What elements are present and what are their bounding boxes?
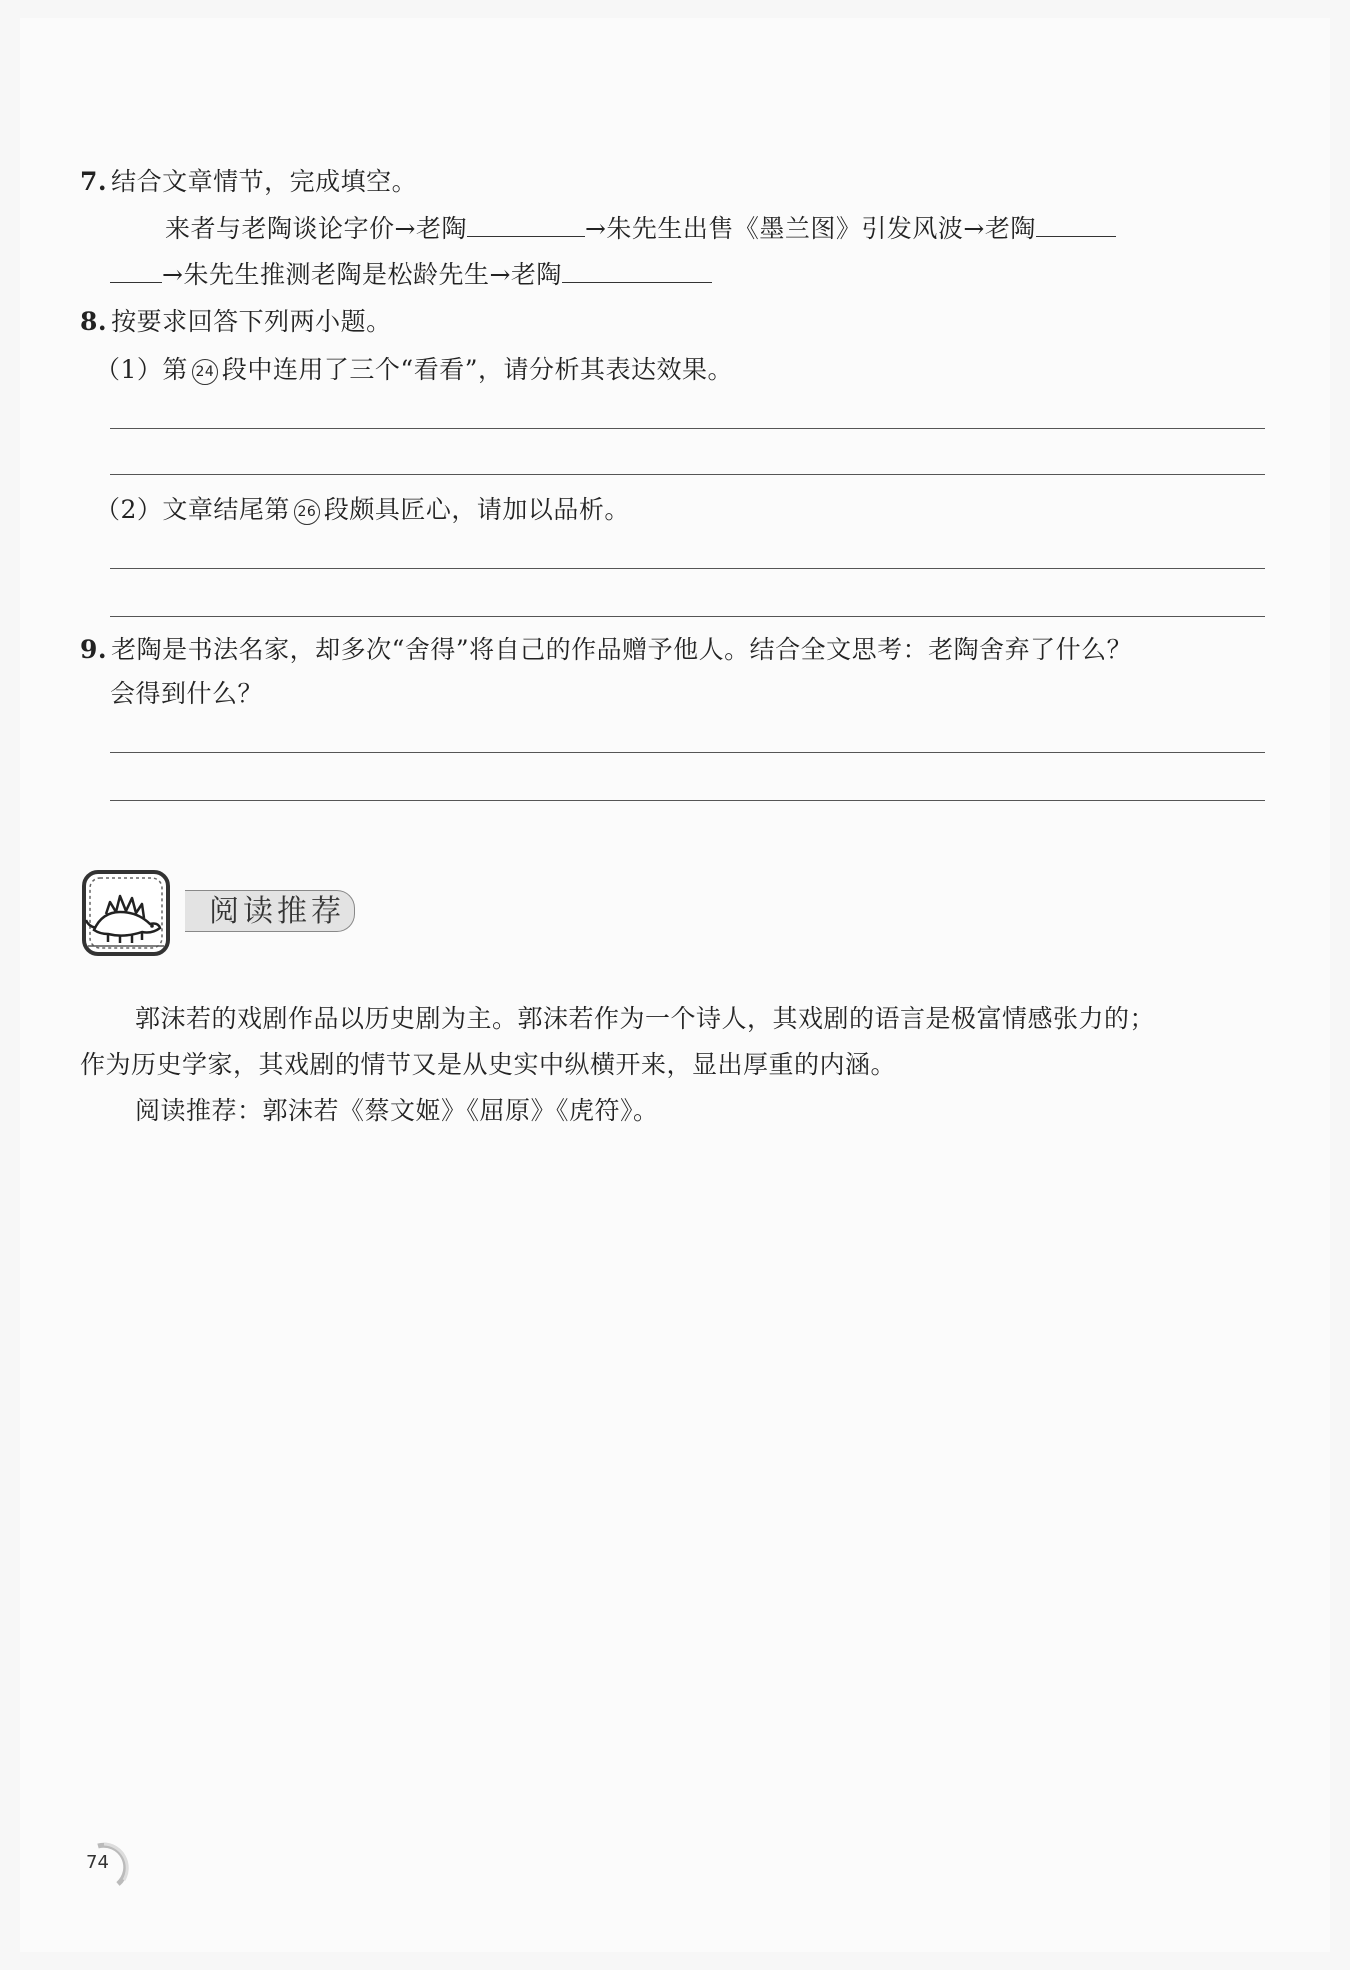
question-number: 8. — [80, 307, 108, 336]
answer-blank[interactable] — [1036, 210, 1116, 237]
page-number: 74 — [86, 1852, 109, 1873]
question-9-heading-cont — [110, 676, 263, 712]
question-8-sub-1 — [95, 352, 733, 388]
question-7-fill-line-2 — [110, 256, 712, 293]
question-number: 7. — [80, 167, 108, 196]
fill-text: →朱先生出售《墨兰图》引发风波→老陶 — [584, 214, 1036, 243]
answer-blank[interactable] — [467, 210, 585, 237]
question-prompt: 结合文章情节，完成填空。 — [111, 167, 418, 196]
question-prompt: 按要求回答下列两小题。 — [111, 307, 392, 336]
circled-number: 24 — [192, 359, 218, 385]
question-prompt: 会得到什么？ — [110, 679, 264, 708]
sub-question-text: （1）第 — [95, 355, 188, 384]
question-9-heading — [80, 632, 1132, 668]
sub-question-text: 段中连用了三个“看看”，请分析其表达效果。 — [221, 355, 733, 384]
paragraph-text: 郭沫若的戏剧作品以历史剧为主。郭沫若作为一个诗人，其戏剧的语言是极富情感张力的； — [135, 1004, 1156, 1033]
question-7-fill-line-1 — [165, 210, 1116, 247]
reading-paragraph-1-line-1 — [135, 996, 1155, 1042]
fill-text: →朱先生推测老陶是松龄先生→老陶 — [162, 260, 562, 289]
reading-paragraph-1-line-2 — [80, 1042, 896, 1088]
answer-line[interactable] — [110, 428, 1265, 429]
question-8-sub-2 — [95, 492, 630, 528]
paragraph-text: 阅读推荐：郭沫若《蔡文姬》《屈原》《虎符》。 — [135, 1096, 659, 1125]
paragraph-text: 作为历史学家，其戏剧的情节又是从史实中纵横开来，显出厚重的内涵。 — [80, 1050, 897, 1079]
answer-line[interactable] — [110, 752, 1265, 753]
stegosaurus-icon — [80, 868, 172, 958]
reading-paragraph-2 — [135, 1088, 659, 1134]
question-number: 9. — [80, 635, 108, 664]
fill-text: 来者与老陶谈论字价→老陶 — [165, 214, 467, 243]
question-8-heading — [80, 304, 392, 340]
page-number-badge — [78, 1840, 138, 1890]
section-title: 阅读推荐 — [185, 890, 355, 932]
answer-line[interactable] — [110, 474, 1265, 475]
circled-number: 26 — [294, 499, 320, 525]
answer-line[interactable] — [110, 800, 1265, 801]
sub-question-text: 段颇具匠心，请加以品析。 — [323, 495, 630, 524]
answer-line[interactable] — [110, 616, 1265, 617]
question-prompt: 老陶是书法名家，却多次“舍得”将自己的作品赠予他人。结合全文思考：老陶舍弃了什么？ — [111, 635, 1133, 664]
question-7-heading — [80, 164, 417, 200]
answer-line[interactable] — [110, 568, 1265, 569]
answer-blank[interactable] — [110, 256, 162, 283]
sub-question-text: （2）文章结尾第 — [95, 495, 290, 524]
section-banner — [80, 868, 360, 958]
answer-blank[interactable] — [562, 256, 712, 283]
